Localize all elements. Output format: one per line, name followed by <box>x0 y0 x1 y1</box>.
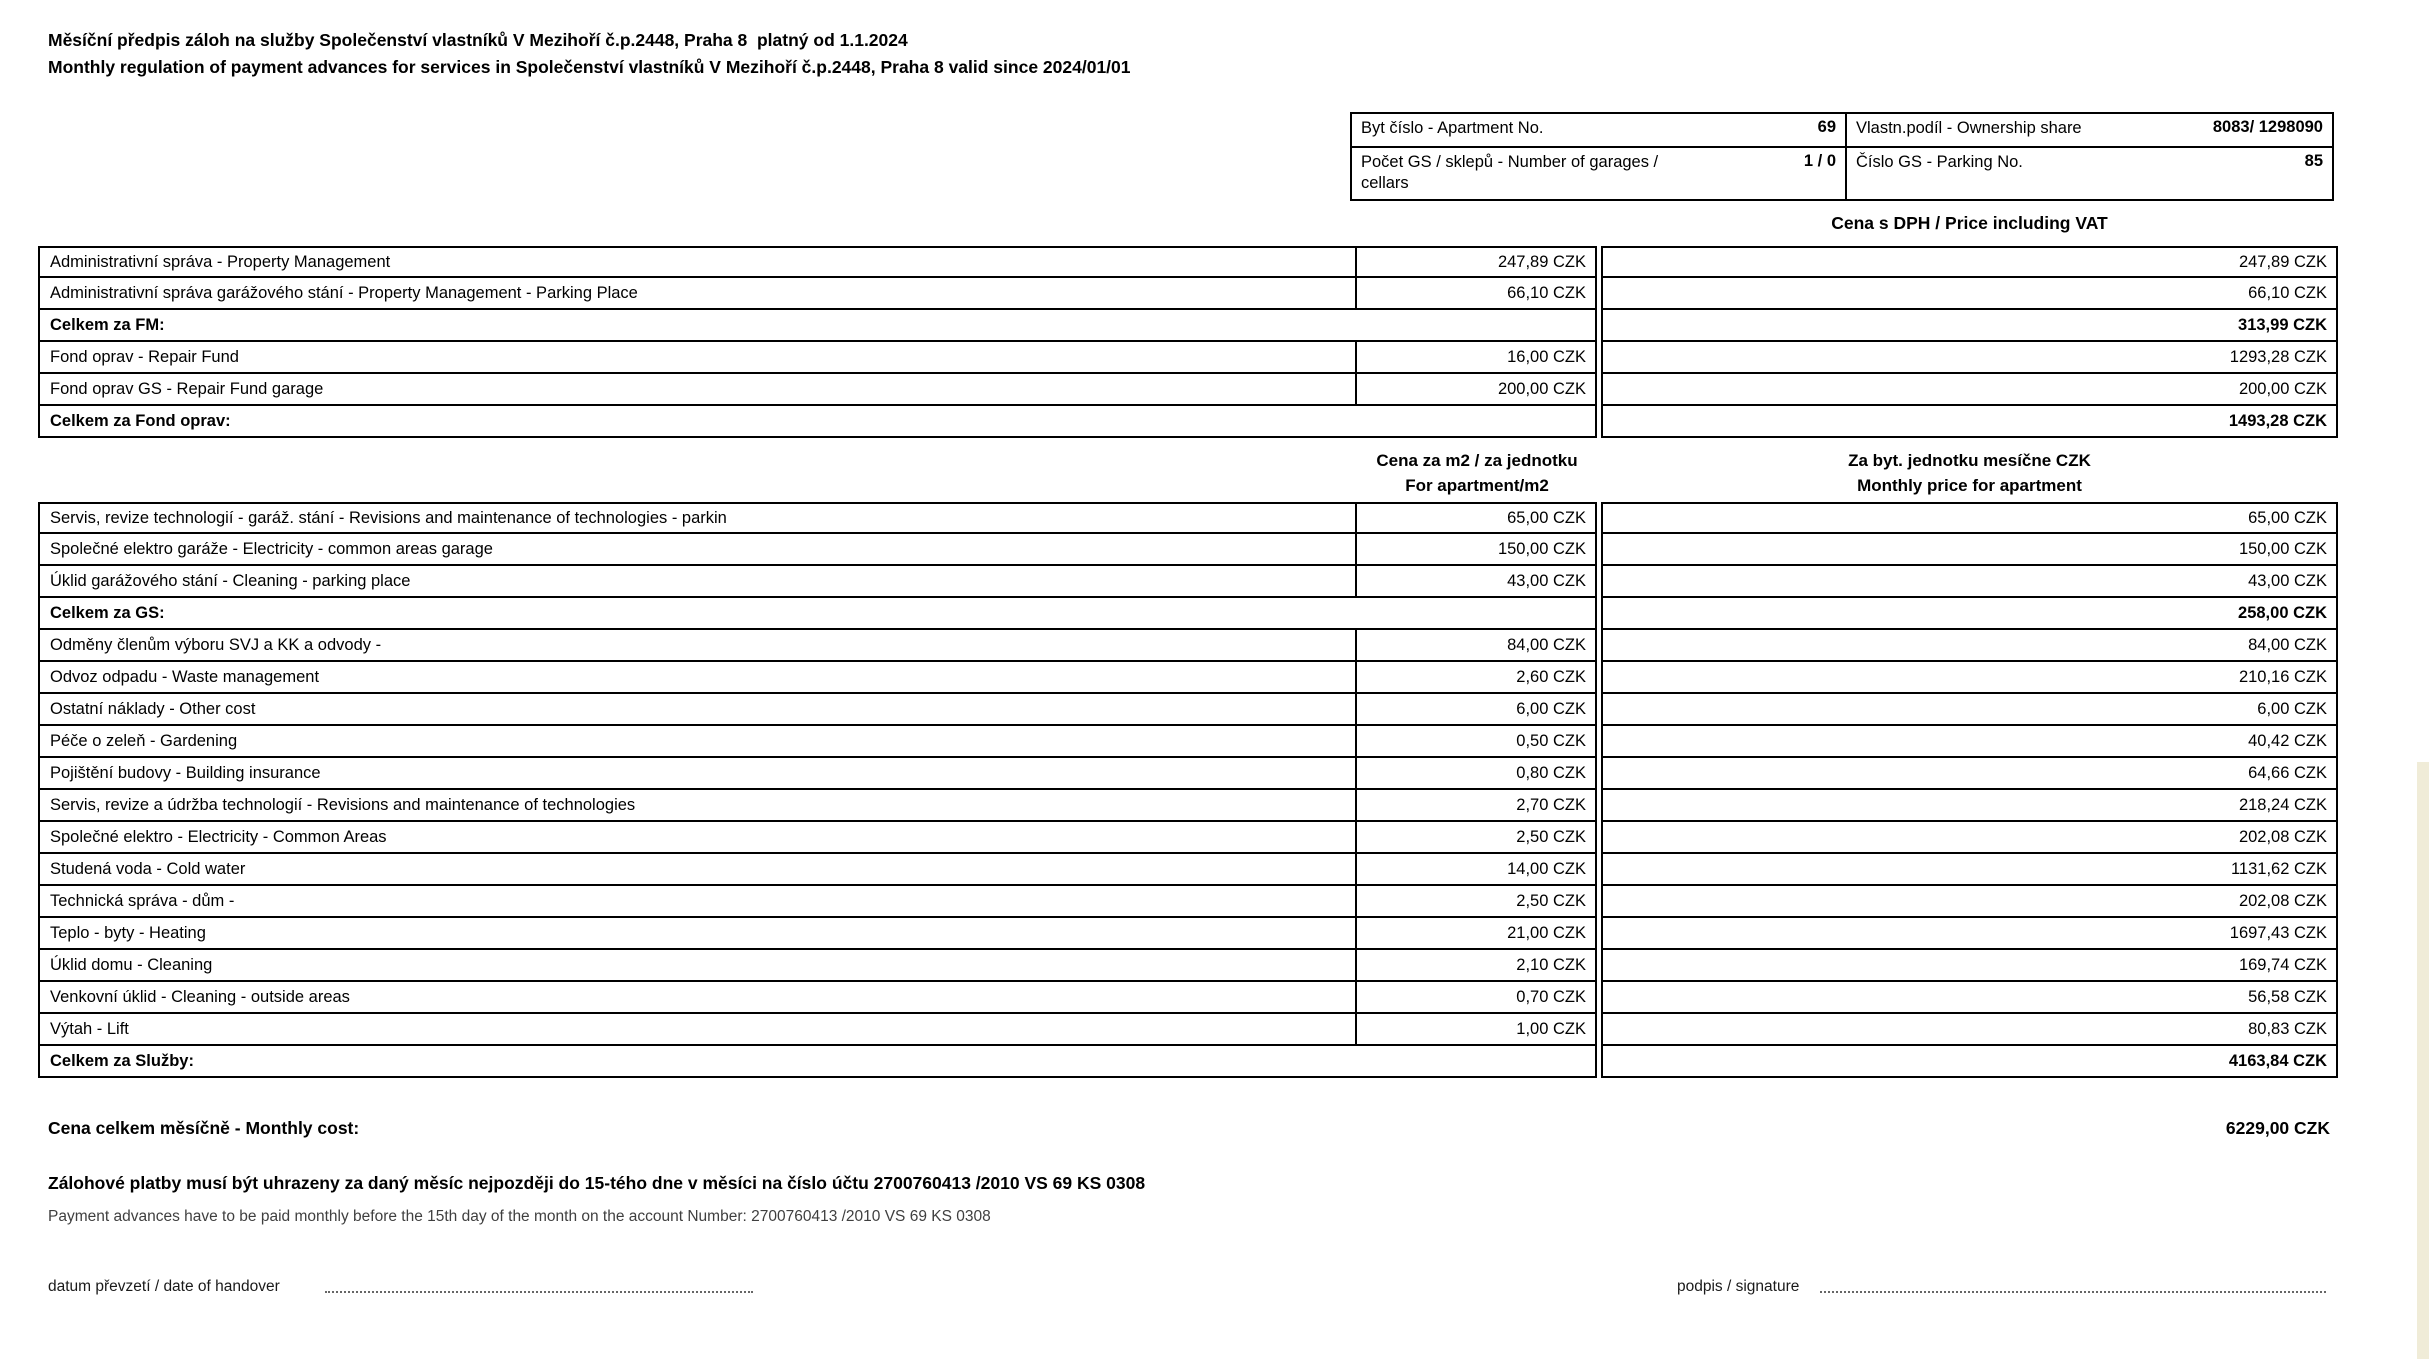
table-row <box>38 278 2338 310</box>
table-row <box>38 694 2338 726</box>
apartment-info-table <box>1350 112 2334 201</box>
fm-fund-table <box>38 246 2338 438</box>
parking-number-label: Číslo GS - Parking No. <box>1856 153 2023 171</box>
row-unit-price: 2,50 CZK <box>1355 886 1597 918</box>
apartment-number-label: Byt číslo - Apartment No. <box>1361 119 1544 137</box>
row-monthly-price: 1293,28 CZK <box>1601 342 2338 374</box>
row-unit-price: 14,00 CZK <box>1355 854 1597 886</box>
signature-label: podpis / signature <box>1677 1278 1800 1295</box>
monthly-price-header-line1: Za byt. jednotku mesíčne CZK <box>1848 451 2091 470</box>
row-unit-price: 2,10 CZK <box>1355 950 1597 982</box>
table-row <box>38 342 2338 374</box>
table-total-row <box>38 406 2338 438</box>
row-monthly-price: 218,24 CZK <box>1601 790 2338 822</box>
table-row <box>38 854 2338 886</box>
row-monthly-price: 169,74 CZK <box>1601 950 2338 982</box>
row-monthly-price: 210,16 CZK <box>1601 662 2338 694</box>
table-row <box>38 918 2338 950</box>
row-unit-price: 16,00 CZK <box>1355 342 1597 374</box>
row-unit-price: 6,00 CZK <box>1355 694 1597 726</box>
row-label: Odvoz odpadu - Waste management <box>38 662 1355 694</box>
row-monthly-price: 150,00 CZK <box>1601 534 2338 566</box>
apartment-number-cell <box>1352 114 1845 146</box>
row-label: Studená voda - Cold water <box>38 854 1355 886</box>
document-title-cs: Měsíční předpis záloh na služby Společenství vlastníků V Mezihoří č.p.2448, Praha 8 platný od 1.1.2024 <box>48 30 908 50</box>
row-total-label: Celkem za FM: <box>38 310 1597 342</box>
row-monthly-price: 65,00 CZK <box>1601 502 2338 534</box>
app-edge-strip <box>2417 762 2429 1359</box>
garages-count-value: 1 / 0 <box>1803 152 1836 170</box>
table-row <box>38 886 2338 918</box>
ownership-share-cell <box>1845 114 2332 146</box>
unit-price-header-line1: Cena za m2 / za jednotku <box>1376 451 1578 470</box>
row-unit-price: 0,70 CZK <box>1355 982 1597 1014</box>
row-label: Administrativní správa - Property Management <box>38 246 1355 278</box>
row-label: Administrativní správa garážového stání - Property Management - Parking Place <box>38 278 1355 310</box>
monthly-cost-label: Cena celkem měsíčně - Monthly cost: <box>48 1118 360 1138</box>
parking-number-cell <box>1845 146 2332 199</box>
table-row <box>38 374 2338 406</box>
signature-dotted-line <box>1820 1278 2326 1293</box>
table-row <box>38 1014 2338 1046</box>
row-unit-price: 2,50 CZK <box>1355 822 1597 854</box>
row-total-label: Celkem za Služby: <box>38 1046 1597 1078</box>
row-unit-price: 247,89 CZK <box>1355 246 1597 278</box>
row-monthly-price: 1131,62 CZK <box>1601 854 2338 886</box>
row-unit-price: 1,00 CZK <box>1355 1014 1597 1046</box>
row-total-label: Celkem za GS: <box>38 598 1597 630</box>
payment-note-en: Payment advances have to be paid monthly before the 15th day of the month on the account Number: 2700760413 /2010 VS 69 KS 0308 <box>48 1208 991 1225</box>
row-monthly-price: 202,08 CZK <box>1601 822 2338 854</box>
monthly-cost-value: 6229,00 CZK <box>2225 1118 2330 1138</box>
row-monthly-price: 66,10 CZK <box>1601 278 2338 310</box>
table-row <box>38 662 2338 694</box>
row-unit-price: 0,80 CZK <box>1355 758 1597 790</box>
row-monthly-price: 4163,84 CZK <box>1601 1046 2338 1078</box>
row-monthly-price: 202,08 CZK <box>1601 886 2338 918</box>
row-monthly-price: 1493,28 CZK <box>1601 406 2338 438</box>
table-row <box>38 790 2338 822</box>
row-unit-price: 2,70 CZK <box>1355 790 1597 822</box>
row-label: Technická správa - dům - <box>38 886 1355 918</box>
row-label: Společné elektro - Electricity - Common Areas <box>38 822 1355 854</box>
ownership-share-label: Vlastn.podíl - Ownership share <box>1856 119 2082 137</box>
vat-price-column-header: Cena s DPH / Price including VAT <box>1831 213 2108 233</box>
row-monthly-price: 40,42 CZK <box>1601 726 2338 758</box>
services-table <box>38 502 2338 1078</box>
table-row <box>38 534 2338 566</box>
garages-count-cell <box>1352 146 1845 199</box>
row-unit-price: 150,00 CZK <box>1355 534 1597 566</box>
table-total-row <box>38 598 2338 630</box>
row-monthly-price: 64,66 CZK <box>1601 758 2338 790</box>
table-row <box>38 726 2338 758</box>
table-row <box>38 950 2338 982</box>
table-row <box>38 566 2338 598</box>
table-row <box>38 982 2338 1014</box>
row-monthly-price: 200,00 CZK <box>1601 374 2338 406</box>
monthly-price-header-line2: Monthly price for apartment <box>1857 476 2082 495</box>
parking-number-value: 85 <box>2304 152 2323 170</box>
row-label: Pojištění budovy - Building insurance <box>38 758 1355 790</box>
table-total-row <box>38 310 2338 342</box>
document-title-en: Monthly regulation of payment advances for services in Společenství vlastníků V Mezihoří č.p.2448, Praha 8 valid since 2024/01/01 <box>48 57 1131 77</box>
row-monthly-price: 84,00 CZK <box>1601 630 2338 662</box>
row-unit-price: 43,00 CZK <box>1355 566 1597 598</box>
row-label: Fond oprav - Repair Fund <box>38 342 1355 374</box>
row-unit-price: 66,10 CZK <box>1355 278 1597 310</box>
row-unit-price: 84,00 CZK <box>1355 630 1597 662</box>
row-label: Servis, revize technologií - garáž. stání - Revisions and maintenance of technologies - parkin <box>38 502 1355 534</box>
handover-date-label: datum převzetí / date of handover <box>48 1278 280 1295</box>
row-label: Péče o zeleň - Gardening <box>38 726 1355 758</box>
row-unit-price: 2,60 CZK <box>1355 662 1597 694</box>
table-row <box>38 630 2338 662</box>
row-monthly-price: 56,58 CZK <box>1601 982 2338 1014</box>
row-label: Společné elektro garáže - Electricity - common areas garage <box>38 534 1355 566</box>
row-unit-price: 200,00 CZK <box>1355 374 1597 406</box>
handover-date-dotted-line <box>325 1278 753 1293</box>
table-row <box>38 502 2338 534</box>
row-label: Teplo - byty - Heating <box>38 918 1355 950</box>
row-unit-price: 21,00 CZK <box>1355 918 1597 950</box>
row-monthly-price: 247,89 CZK <box>1601 246 2338 278</box>
row-label: Ostatní náklady - Other cost <box>38 694 1355 726</box>
row-monthly-price: 80,83 CZK <box>1601 1014 2338 1046</box>
table-row <box>38 822 2338 854</box>
row-label: Servis, revize a údržba technologií - Revisions and maintenance of technologies <box>38 790 1355 822</box>
row-label: Výtah - Lift <box>38 1014 1355 1046</box>
garages-count-label: Počet GS / sklepů - Number of garages / cellars <box>1361 153 1659 192</box>
row-monthly-price: 6,00 CZK <box>1601 694 2338 726</box>
row-monthly-price: 258,00 CZK <box>1601 598 2338 630</box>
apartment-number-value: 69 <box>1817 118 1836 136</box>
payment-note-cs: Zálohové platby musí být uhrazeny za daný měsíc nejpozději do 15-tého dne v měsíci na číslo účtu 2700760413 /2010 VS 69 KS 0308 <box>48 1173 1146 1193</box>
row-monthly-price: 313,99 CZK <box>1601 310 2338 342</box>
monthly-price-column-header <box>1601 448 2338 498</box>
table-row <box>38 246 2338 278</box>
row-monthly-price: 43,00 CZK <box>1601 566 2338 598</box>
row-monthly-price: 1697,43 CZK <box>1601 918 2338 950</box>
row-label: Fond oprav GS - Repair Fund garage <box>38 374 1355 406</box>
row-label: Úklid domu - Cleaning <box>38 950 1355 982</box>
row-label: Odměny členům výboru SVJ a KK a odvody - <box>38 630 1355 662</box>
unit-price-header-line2: For apartment/m2 <box>1405 476 1549 495</box>
ownership-share-value: 8083/ 1298090 <box>2212 118 2323 136</box>
row-unit-price: 65,00 CZK <box>1355 502 1597 534</box>
row-unit-price: 0,50 CZK <box>1355 726 1597 758</box>
table-row <box>38 758 2338 790</box>
row-label: Venkovní úklid - Cleaning - outside areas <box>38 982 1355 1014</box>
row-total-label: Celkem za Fond oprav: <box>38 406 1597 438</box>
table-total-row <box>38 1046 2338 1078</box>
row-label: Úklid garážového stání - Cleaning - parking place <box>38 566 1355 598</box>
